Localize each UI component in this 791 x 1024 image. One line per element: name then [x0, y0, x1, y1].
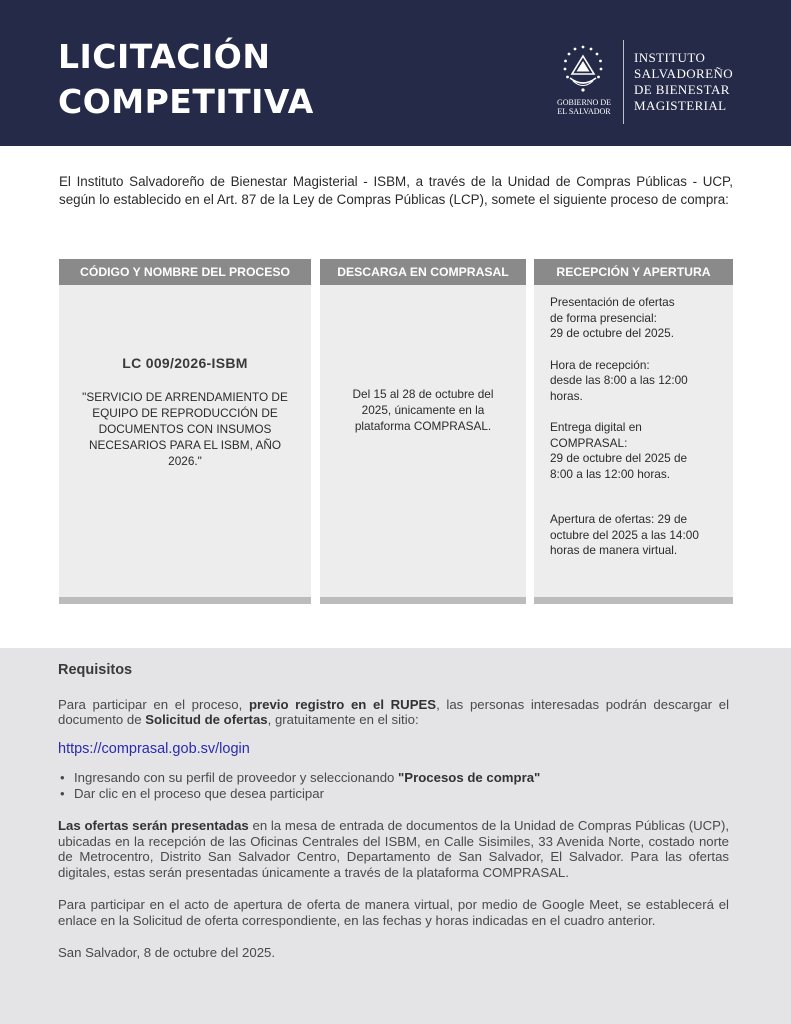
offer-opening: Apertura de ofertas: 29 de octubre del 2025 a las 14:00 horas de manera virtual.: [550, 512, 699, 557]
requirements-title: Requisitos: [58, 662, 133, 678]
title-line-2: COMPETITIVA: [58, 82, 314, 121]
process-column-body: [59, 285, 311, 597]
digital-submission: Entrega digital en COMPRASAL: 29 de octubre del 2025 de 8:00 a las 12:00 horas.: [550, 420, 688, 481]
comprasal-login-link[interactable]: https://comprasal.gob.sv/login: [58, 740, 250, 757]
requirements-steps: [58, 770, 729, 801]
process-column-header: CÓDIGO Y NOMBRE DEL PROCESO: [59, 259, 311, 285]
process-service-name: "SERVICIO DE ARRENDAMIENTO DE EQUIPO DE REPRODUCCIÓN DE DOCUMENTOS CON INSUMOS NECESARIOS PARA EL ISBM, AÑO 2026.": [82, 390, 288, 468]
list-item: • Dar clic en el proceso que desea participar: [58, 786, 729, 802]
title-line-1: LICITACIÓN: [58, 37, 271, 76]
download-column-footer: [320, 597, 526, 604]
download-column-body: [320, 285, 526, 597]
requirements-section: [0, 648, 791, 1024]
process-code: LC 009/2026-ISBM: [122, 355, 248, 371]
isbm-logo: [553, 40, 753, 124]
download-column: [320, 259, 526, 604]
page-title: [58, 34, 314, 124]
process-column: [59, 259, 311, 604]
header-banner: [0, 0, 791, 146]
institute-name: INSTITUTO SALVADOREÑO DE BIENESTAR MAGISTERIAL: [634, 50, 734, 113]
reception-hours: Hora de recepción: desde las 8:00 a las 12:00 horas.: [550, 357, 688, 403]
download-period: Del 15 al 28 de octubre del 2025, únicamente en la plataforma COMPRASAL.: [352, 387, 494, 433]
government-label: GOBIERNO DE EL SALVADOR: [557, 98, 611, 116]
intro-paragraph: El Instituto Salvadoreño de Bienestar Magisterial - ISBM, a través de la Unidad de Compras Públicas - UCP, según lo establecido en el Art. 87 de la Ley de Compras Públicas (LCP), somete el siguiente proceso de compra:: [59, 174, 733, 207]
requirements-paragraph: Para participar en el proceso, previo registro en el RUPES, las personas interesadas podrán descargar el documento de Solicitud de ofertas, gratuitamente en el sitio:: [58, 696, 729, 727]
reception-column-body: [534, 285, 733, 597]
process-column-footer: [59, 597, 311, 604]
in-person-submission: Presentación de ofertas de forma presencial: 29 de octubre del 2025.: [550, 295, 675, 340]
reception-column: [534, 259, 733, 604]
el-salvador-coat-of-arms-icon: [561, 44, 605, 94]
list-item: • Ingresando con su perfil de proveedor y seleccionando "Procesos de compra": [58, 770, 729, 786]
reception-column-header: RECEPCIÓN Y APERTURA: [534, 259, 733, 285]
virtual-opening-paragraph: Para participar en el acto de apertura de oferta de manera virtual, por medio de Google Meet, se establecerá el enlace en la Solicitud de oferta correspondiente, en las fechas y horas indicadas en el cuadro anterior.: [58, 897, 729, 928]
reception-column-footer: [534, 597, 733, 604]
logo-divider: [623, 40, 624, 124]
date-line: San Salvador, 8 de octubre del 2025.: [58, 945, 276, 960]
download-column-header: DESCARGA EN COMPRASAL: [320, 259, 526, 285]
submission-paragraph: Las ofertas serán presentadas en la mesa de entrada de documentos de la Unidad de Compras Públicas (UCP), ubicadas en la recepción de las Oficinas Centrales del ISBM, en Calle Sisimiles, 33 Avenida Norte, costado norte de Metrocentro, Distrito San Salvador Centro, Departamento de San Salvador, El Salvador. Para las ofertas digitales, estas serán presentadas únicamente a través de la plataforma COMPRASAL.: [58, 818, 730, 880]
